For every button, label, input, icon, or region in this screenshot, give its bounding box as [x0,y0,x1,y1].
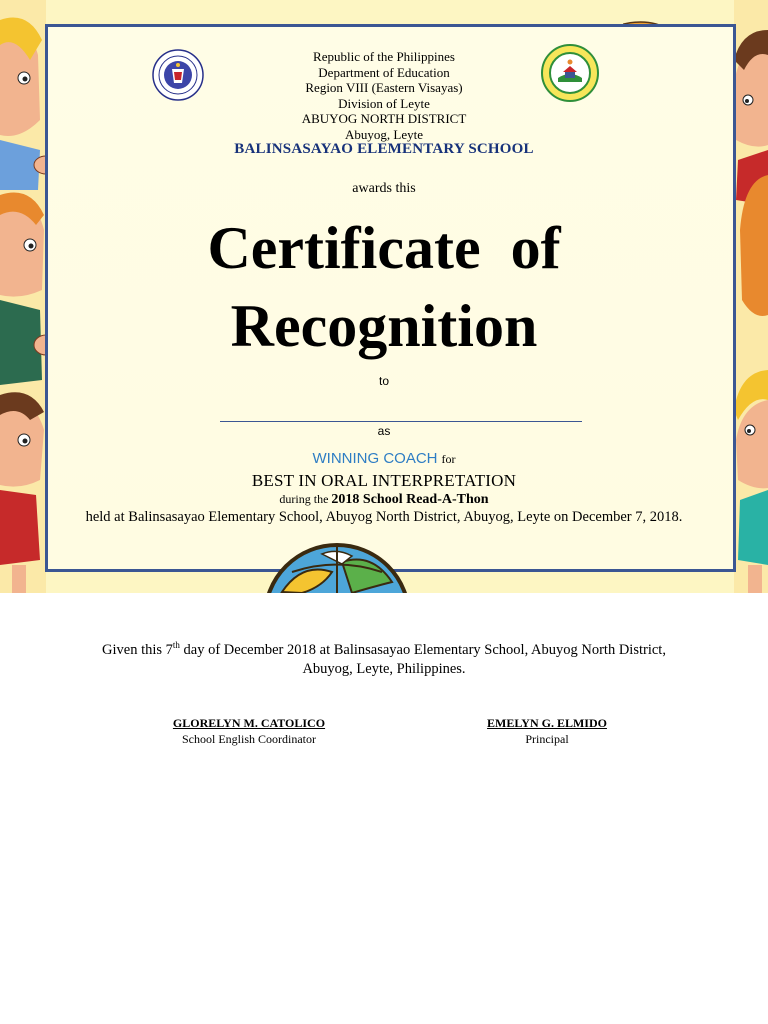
award-category: BEST IN ORAL INTERPRETATION [251,471,517,490]
award-venue-date: held at Balinsasayao Elementary School, Abuyog North District, Abuyog, Leyte on December 7, 2018. [85,509,683,525]
deped-seal-icon [152,49,204,101]
recipient-name-line [220,421,582,422]
given-ordinal: th [172,640,180,650]
header-line-republic: Republic of the Philippines [313,49,455,64]
awards-text: awards this [352,181,416,196]
during-prefix: during the [279,492,329,506]
school-name: BALINSASAYAO ELEMENTARY SCHOOL [234,141,534,157]
signatory-coordinator [149,716,349,747]
given-line2: Abuyog, Leyte, Philippines. [302,661,466,677]
to-text: to [378,374,389,388]
award-event-line [184,492,584,508]
for-text: for [441,452,456,466]
signatory-role: School English Coordinator [182,732,316,746]
given-prefix: Given this 7 [102,642,173,658]
cartoon-children-border-right [734,0,768,593]
given-statement [74,641,694,679]
school-seal-icon [541,44,599,102]
cartoon-children-border-left [0,0,46,593]
issuer-header [230,49,538,142]
certificate-title [84,209,684,365]
globe-icon [262,542,412,593]
header-line-district: ABUYOG NORTH DISTRICT [301,111,467,126]
certificate-title-line2: Recognition [230,293,538,359]
signatory-name: EMELYN G. ELMIDO [487,716,607,730]
header-line-location: Abuyog, Leyte [345,126,423,142]
header-line-region: Region VIII (Eastern Visayas) [305,80,463,95]
header-line-department: Department of Education [318,64,450,80]
award-role-line [184,450,584,468]
certificate-title-line1: Certificate of [207,215,561,281]
given-rest: day of December 2018 at Balinsasayao Elementary School, Abuyog North District, [179,642,666,658]
as-text: as [377,424,391,438]
signatory-principal [447,716,647,747]
signatory-role: Principal [525,732,569,746]
header-line-division: Division of Leyte [338,95,430,111]
award-event: 2018 School Read-A-Thon [331,492,489,507]
given-line1 [74,641,694,660]
award-role: WINNING COACH [312,450,438,467]
signatory-name: GLORELYN M. CATOLICO [172,716,326,730]
